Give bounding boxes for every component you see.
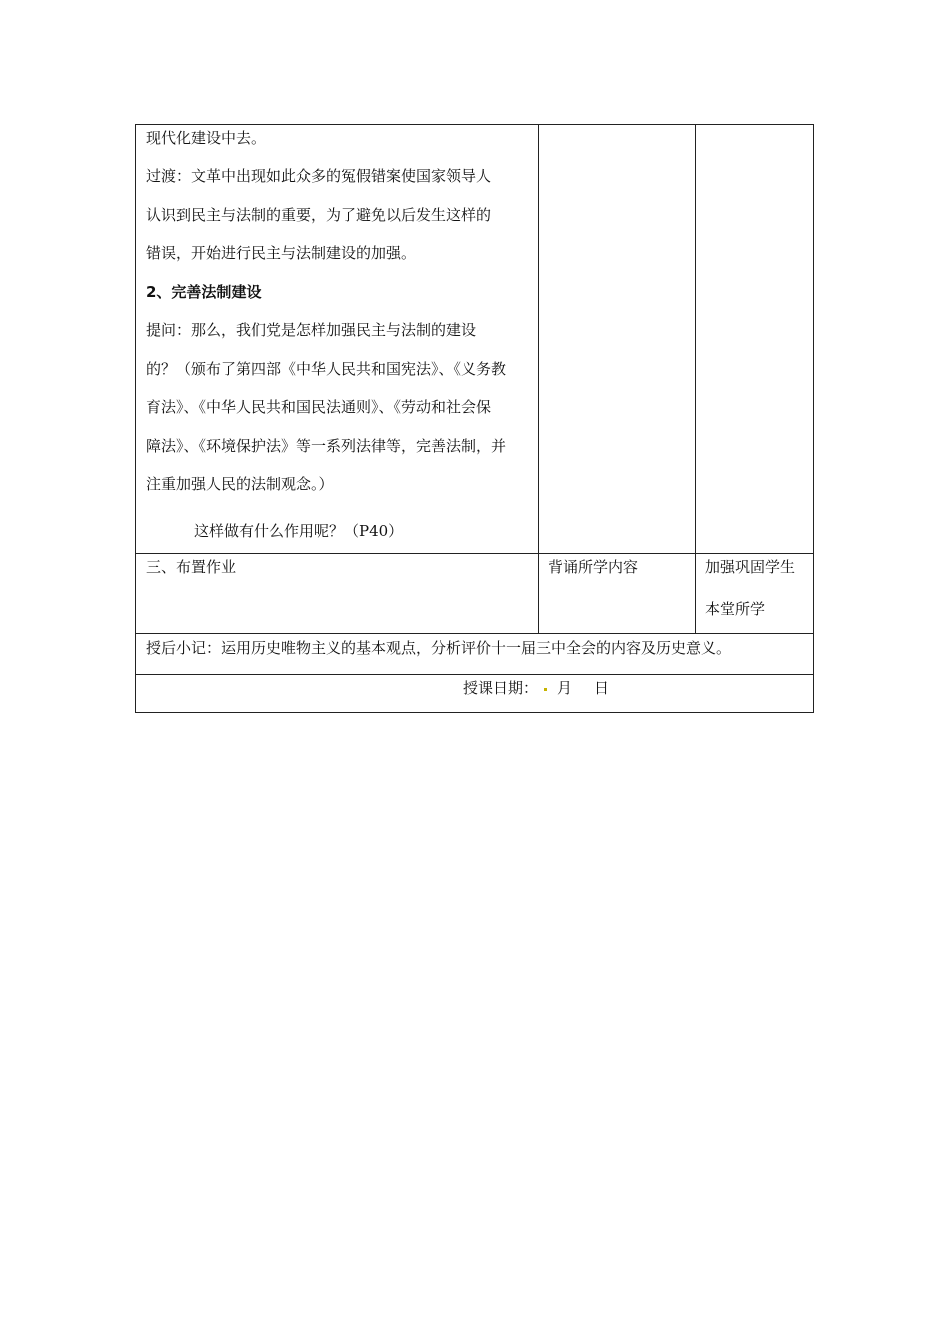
content-line: 的？（颁布了第四部《中华人民共和国宪法》、《义务教 [146,360,507,378]
content-line: 现代化建设中去。 [146,129,267,147]
student-activity: 背诵所学内容 [548,558,639,576]
lesson-plan-table [135,124,814,713]
content-line: 过渡：文革中出现如此众多的冤假错案使国家领导人 [146,167,492,185]
content-line: 认识到民主与法制的重要，为了避免以后发生这样的 [146,206,492,224]
content-line: 错误，开始进行民主与法制建设的加强。 [146,244,417,262]
date-label: 授课日期： [463,679,539,697]
content-line: 注重加强人民的法制观念。） [146,475,334,493]
design-intent-line: 加强巩固学生 [705,558,796,576]
question-line: 这样做有什么作用呢？（P40） [194,522,404,540]
date-blank-mark [544,688,547,691]
teaching-content-cell [136,125,538,553]
homework-label: 三、布置作业 [146,558,237,576]
date-month: 月 [557,679,573,697]
design-intent-line: 本堂所学 [705,600,766,618]
column-divider [538,125,539,634]
content-line: 提问：那么，我们党是怎样加强民主与法制的建设 [146,321,477,339]
lesson-date [463,669,609,707]
content-line: 育法》、《中华人民共和国民法通则》、《劳动和社会保 [146,398,492,416]
section-heading: 2、完善法制建设 [146,283,262,301]
post-lesson-notes: 授后小记：运用历史唯物主义的基本观点，分析评价十一届三中全会的内容及历史意义。 [146,639,732,657]
content-line: 障法》、《环境保护法》等一系列法律等，完善法制，并 [146,437,507,455]
date-day: 日 [594,679,610,697]
column-divider [695,125,696,634]
